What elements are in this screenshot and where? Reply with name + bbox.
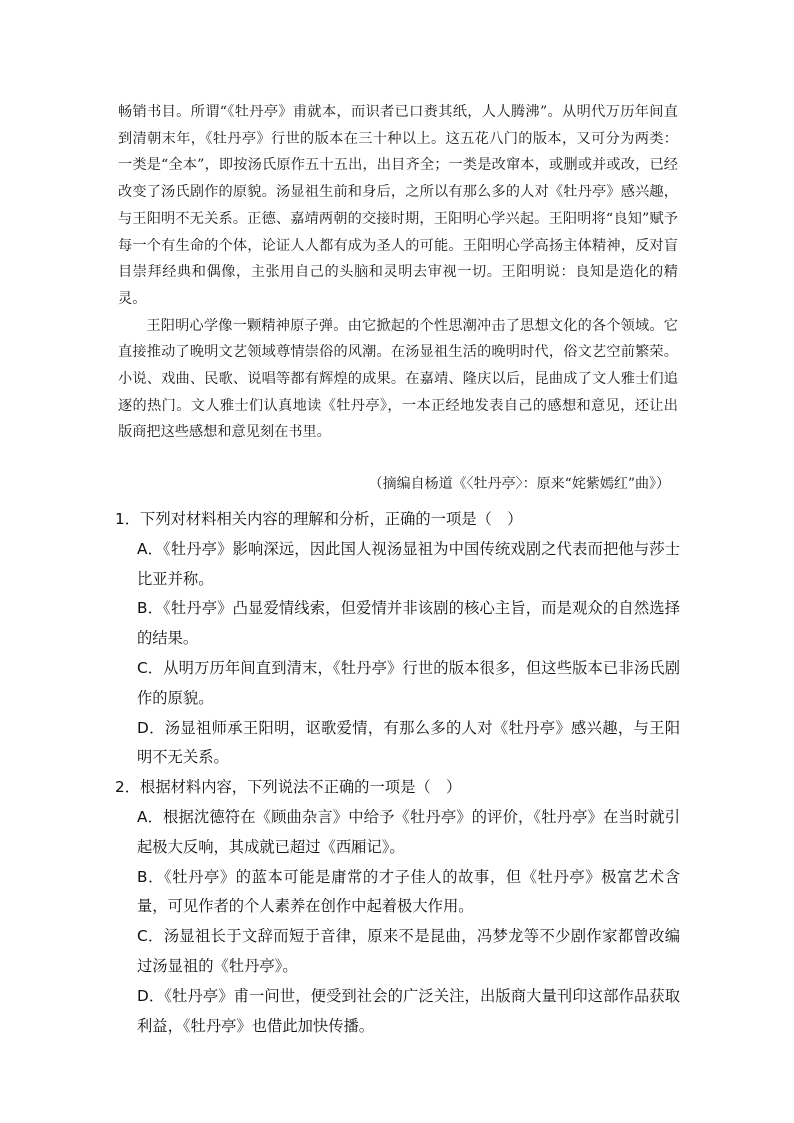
question-stem: 1．下列对材料相关内容的理解和分析，正确的一项是（ ） — [115, 510, 523, 528]
option-a: A．《牡丹亭》影响深远，因此国人视汤显祖为中国传统戏剧之代表而把他与莎士比亚并称。 — [137, 539, 680, 588]
option-b: B．《牡丹亭》的蓝本可能是庸常的才子佳人的故事，但《牡丹亭》极富艺术含量，可见作者的个人素养在创作中起着极大作用。 — [137, 867, 680, 916]
passage-source: （摘编自杨道《〈牡丹亭〉：原来“姹紫嫣红”曲》） — [368, 476, 670, 492]
option-a: A．根据沈德符在《顾曲杂言》中给予《牡丹亭》的评价，《牡丹亭》在当时就引起极大反响，其成就已超过《西厢记》。 — [137, 807, 680, 856]
option-c: C．汤显祖长于文辞而短于音律，原来不是昆曲，冯梦龙等不少剧作家都曾改编过汤显祖的《牡丹亭》。 — [137, 927, 680, 975]
question-stem: 2．根据材料内容，下列说法不正确的一项是（ ） — [115, 778, 462, 797]
question-2 — [115, 773, 680, 1041]
passage-paragraph: 畅销书目。所谓“《牡丹亭》甫就本，而识者已口赉其纸，人人腾沸”。从明代万历年间直到清朝末年，《牡丹亭》行世的版本在三十种以上。这五花八门的版本，又可分为两类：一类是“全本”，即按汤氏原作五十五出，出目齐全；一类是改窜本，或删或并或改，已经改变了汤氏剧作的原貌。汤显祖生前和身后，之所以有那么多的人对《牡丹亭》感兴趣，与王阳明不无关系。正德、嘉靖两朝的交接时期，王阳明心学兴起。王阳明将“良知”赋予每一个有生命的个体，论证人人都有成为圣人的可能。王阳明心学高扬主体精神，反对盲目崇拜经典和偶像，主张用自己的头脑和灵明去审视一切。王阳明说：良知是造化的精灵。 — [118, 104, 678, 307]
option-d: D．《牡丹亭》甫一问世，便受到社会的广泛关注，出版商大量刊印这部作品获取利益，《牡丹亭》也借此加快传播。 — [137, 986, 680, 1035]
option-b: B．《牡丹亭》凸显爱情线索，但爱情并非该剧的核心主旨，而是观众的自然选择的结果。 — [137, 599, 680, 648]
option-d: D．汤显祖师承王阳明，讴歌爱情，有那么多的人对《牡丹亭》感兴趣，与王阳明不无关系。 — [137, 718, 680, 767]
question-list — [115, 505, 680, 1041]
option-c: C．从明万历年间直到清末，《牡丹亭》行世的版本很多，但这些版本已非汤氏剧作的原貌。 — [137, 658, 680, 707]
question-1 — [115, 505, 680, 773]
passage-paragraph: 王阳明心学像一颗精神原子弹。由它掀起的个性思潮冲击了思想文化的各个领域。它直接推动了晚明文艺领域尊情崇俗的风潮。在汤显祖生活的晚明时代，俗文艺空前繁荣。小说、戏曲、民歌、说唱等都有辉煌的成果。在嘉靖、隆庆以后，昆曲成了文人雅士们追逐的热门。文人雅士们认真地读《牡丹亭》，一本正经地发表自己的感想和意见，还让出版商把这些感想和意见刻在书里。 — [118, 317, 678, 441]
reading-passage — [118, 99, 678, 446]
